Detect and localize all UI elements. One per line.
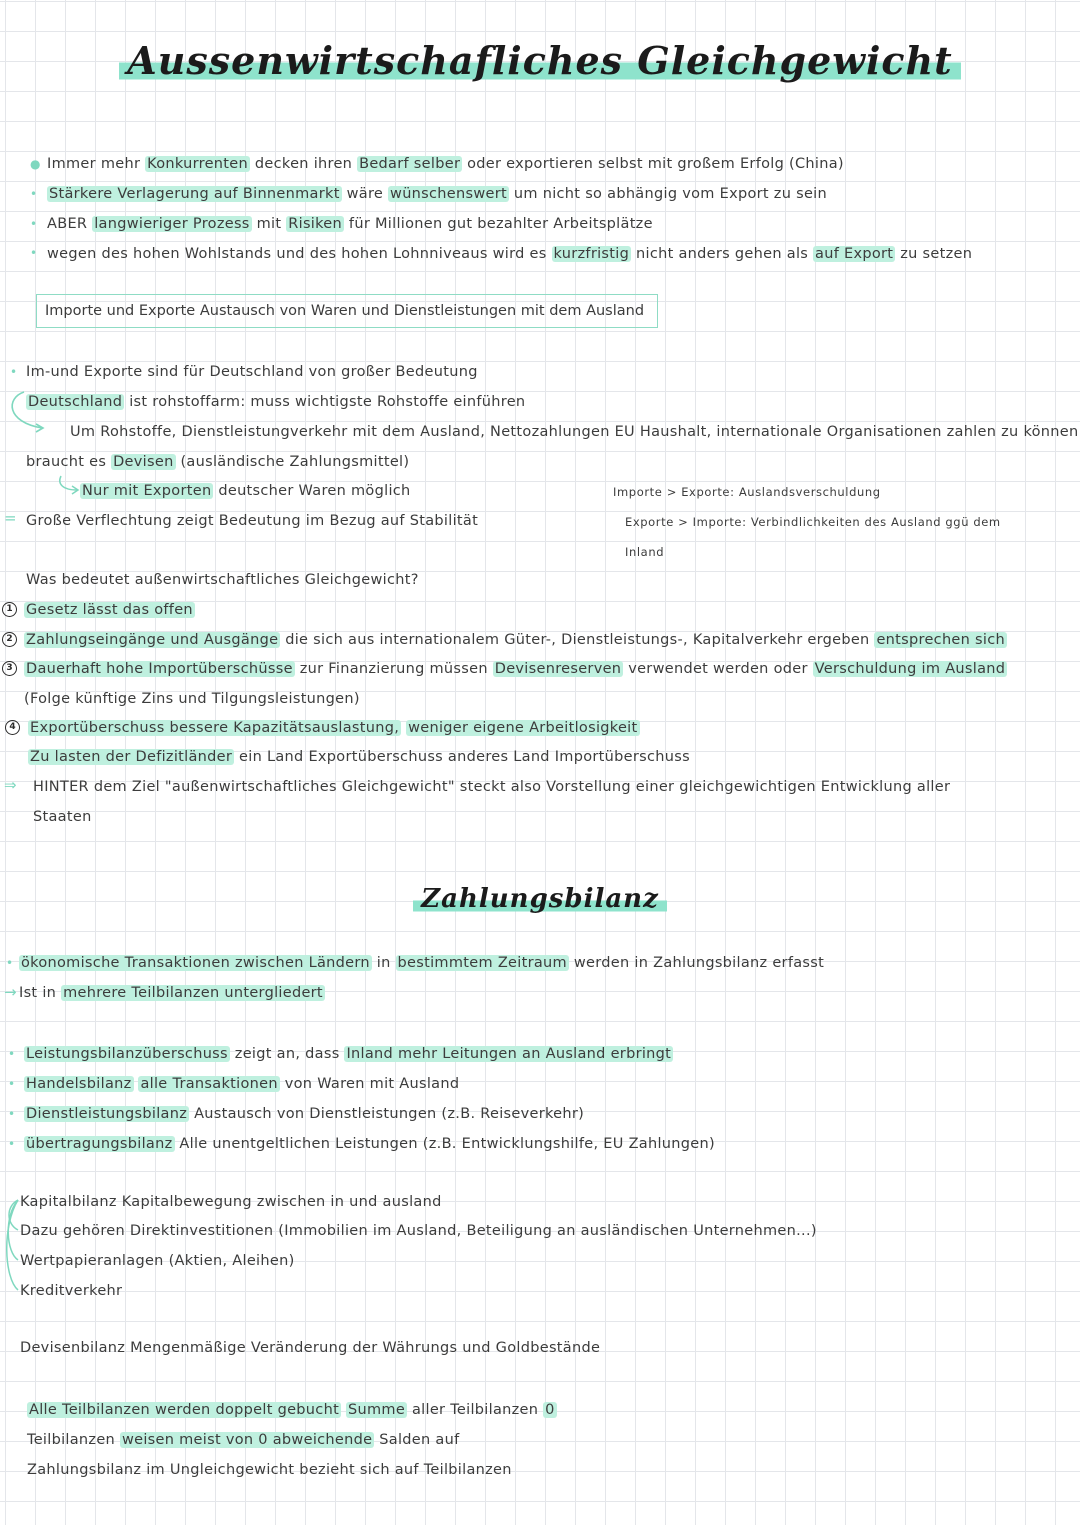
bullet-icon: • [8,1107,16,1121]
devisenbilanz-line: Devisenbilanz Mengenmäßige Veränderung der Währungs und Goldbestände [20,1340,601,1356]
bullet-icon: • [10,365,18,379]
side-note-3: Inland [625,545,665,559]
bullet-icon: • [8,1137,16,1151]
point-4: Exportüberschuss bessere Kapazitätsauslastung, weniger eigene Arbeitlosigkeit [30,720,638,736]
bullet-icon: • [8,1077,16,1091]
number-1-icon: 1 [2,602,17,617]
sec3-bullet-1: Leistungsbilanzüberschuss zeigt an, dass Inland mehr Leitungen an Ausland erbringt [26,1046,672,1062]
sec1-line-6: Große Verflechtung zeigt Bedeutung im Bezug auf Stabilität [26,513,479,529]
summary-line-1: Alle Teilbilanzen werden doppelt gebucht Summe aller Teilbilanzen 0 [29,1402,555,1418]
sec3-bullet-2: Handelsbilanz alle Transaktionen von Waren mit Ausland [26,1076,460,1092]
number-2-icon: 2 [2,632,17,647]
number-4-icon: 4 [5,720,20,735]
question-line: Was bedeutet außenwirtschaftliches Gleichgewicht? [26,572,419,588]
point-3: Dauerhaft hohe Importüberschüsse zur Finanzierung müssen Devisenreserven verwendet werden oder Verschuldung im Ausland [26,661,1006,677]
conclusion-line-2: Staaten [33,809,92,825]
intro-line-1: Immer mehr Konkurrenten decken ihren Bedarf selber oder exportieren selbst mit großem Erfolg (China) [47,156,844,172]
sec3-line-1: ökonomische Transaktionen zwischen Ländern in bestimmtem Zeitraum werden in Zahlungsbilanz erfasst [21,955,825,971]
side-note-1: Importe > Exporte: Auslandsverschuldung [613,485,881,499]
side-note-2: Exporte > Importe: Verbindlichkeiten des Ausland ggü dem [625,515,1001,529]
point-5: Zu lasten der Defizitländer ein Land Exportüberschuss anderes Land Importüberschuss [30,749,690,765]
bullet-icon: • [30,187,38,201]
point-3-sub: (Folge künftige Zins und Tilgungsleistungen) [24,691,360,707]
intro-line-4: wegen des hohen Wohlstands und des hohen Lohnniveaus wird es kurzfristig nicht anders gehen als auf Export zu setzen [47,246,973,262]
point-1: Gesetz lässt das offen [26,602,193,618]
intro-line-3: ABER langwieriger Prozess mit Risiken für Millionen gut bezahlter Arbeitsplätze [47,216,653,232]
bullet-icon: • [30,217,38,231]
kapitalbilanz-sub-1: Dazu gehören Direktinvestitionen (Immobilien im Ausland, Beteiligung an ausländischen Unternehmen...) [20,1223,817,1239]
sec1-line-2: Deutschland ist rohstoffarm: muss wichtigste Rohstoffe einführen [28,394,526,410]
conclusion-line: HINTER dem Ziel "außenwirtschaftliches Gleichgewicht" steckt also Vorstellung einer gleichgewichtigen Entwicklung aller [33,779,951,795]
sec3-line-2: Ist in mehrere Teilbilanzen untergliedert [19,985,323,1001]
intro-line-2: Stärkere Verlagerung auf Binnenmarkt wäre wünschenswert um nicht so abhängig vom Export zu sein [49,186,827,202]
section-title-zahlungsbilanz: Zahlungsbilanz [0,884,1080,914]
arrow-right-icon: → [4,983,17,1001]
definition-box: Importe und Exporte Austausch von Waren und Dienstleistungen mit dem Ausland [36,294,658,328]
summary-line-3: Zahlungsbilanz im Ungleichgewicht bezieht sich auf Teilbilanzen [27,1462,512,1478]
sec1-line-1: Im-und Exporte sind für Deutschland von großer Bedeutung [26,364,478,380]
bullet-icon: ● [30,157,41,171]
sec3-bullet-3: Dienstleistungsbilanz Austausch von Dienstleistungen (z.B. Reiseverkehr) [26,1106,585,1122]
summary-line-2: Teilbilanzen weisen meist von 0 abweichende Salden auf [27,1432,460,1448]
kapitalbilanz-line: Kapitalbilanz Kapitalbewegung zwischen in und ausland [20,1194,442,1210]
sec1-line-4: braucht es Devisen (ausländische Zahlungsmittel) [26,454,410,470]
bullet-icon: • [8,1047,16,1061]
sec3-bullet-4: übertragungsbilanz Alle unentgeltlichen Leistungen (z.B. Entwicklungshilfe, EU Zahlungen) [26,1136,715,1152]
implies-arrow-icon: ⇒ [4,776,17,794]
sec1-line-3: Um Rohstoffe, Dienstleistungverkehr mit dem Ausland, Nettozahlungen EU Haushalt, internationale Organisationen zahlen zu können [70,424,1079,440]
kapitalbilanz-sub-3: Kreditverkehr [20,1283,123,1299]
page-title: Aussenwirtschafliches Gleichgewicht [0,38,1080,83]
bullet-icon: • [30,246,38,260]
number-3-icon: 3 [2,661,17,676]
sec1-line-5: Nur mit Exporten deutscher Waren möglich [82,483,411,499]
equals-arrow-icon: = [4,509,17,527]
kapitalbilanz-sub-2: Wertpapieranlagen (Aktien, Aleihen) [20,1253,295,1269]
point-2: Zahlungseingänge und Ausgänge die sich aus internationalem Güter-, Dienstleistungs-, Kapitalverkehr ergeben entsprechen sich [26,632,1005,648]
bullet-icon: • [6,956,14,970]
